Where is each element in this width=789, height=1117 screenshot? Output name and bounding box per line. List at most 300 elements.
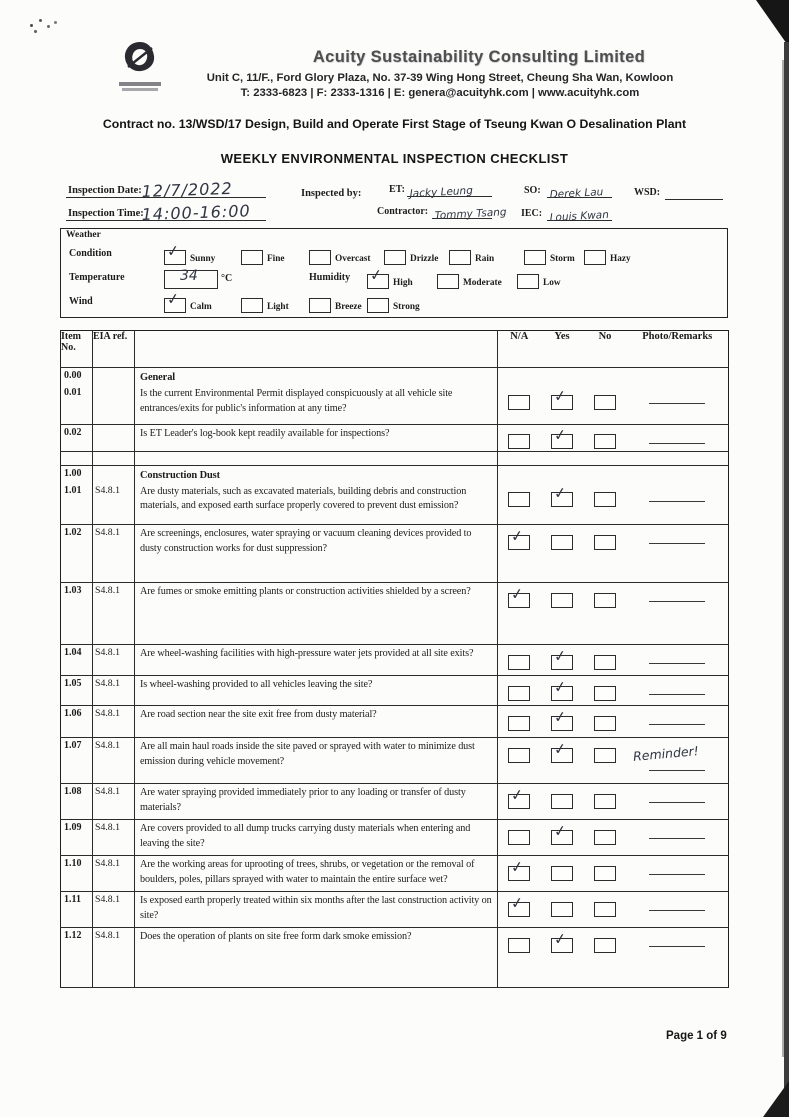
- item-no: 1.04: [61, 645, 93, 676]
- answer-cell-na: [498, 385, 541, 424]
- answer-cell-yes: [541, 451, 584, 465]
- checkbox-no[interactable]: [594, 938, 616, 953]
- checkbox[interactable]: [524, 250, 546, 265]
- question-text: Are screenings, enclosures, water spraying or vacuum cleaning devices provided to dusty construction works for dust suppression?: [135, 525, 498, 583]
- question-text: Is wheel-washing provided to all vehicles leaving the site?: [135, 676, 498, 706]
- eia-ref: S4.8.1: [93, 645, 135, 676]
- checklist-row: [61, 385, 729, 424]
- remarks-cell: [627, 645, 729, 676]
- checkbox-na[interactable]: [508, 938, 530, 953]
- item-no: [61, 451, 93, 465]
- answer-cell-no: [584, 483, 627, 525]
- question-text: Is ET Leader's log-book kept readily available for inspections?: [135, 424, 498, 451]
- answer-cell-yes: [541, 856, 584, 892]
- answer-cell-no: [584, 583, 627, 645]
- scan-artifact-corner-top-right: [756, 0, 789, 47]
- checklist-section-row: [61, 368, 729, 386]
- item-no: 1.11: [61, 892, 93, 928]
- item-no: 0.02: [61, 424, 93, 451]
- col-header-item-line2: No.: [61, 342, 76, 353]
- checklist-spacer-row: [61, 451, 729, 465]
- col-header-na-text: N/A: [510, 331, 529, 342]
- remarks-blank-line[interactable]: [649, 910, 705, 911]
- answer-cell-yes: [541, 483, 584, 525]
- answer-cell-no: [584, 465, 627, 483]
- answer-cell-yes: [541, 820, 584, 856]
- answer-cell-yes: [541, 583, 584, 645]
- answer-cell-no: [584, 424, 627, 451]
- answer-cell-na: [498, 451, 541, 465]
- remarks-blank-line[interactable]: [649, 838, 705, 839]
- answer-cell-no: [584, 706, 627, 738]
- checkbox-na[interactable]: [508, 395, 530, 410]
- weather-option-storm[interactable]: [524, 248, 575, 266]
- answer-cell-yes: [541, 706, 584, 738]
- checklist-row: [61, 483, 729, 525]
- eia-ref: S4.8.1: [93, 784, 135, 820]
- checkbox-na[interactable]: [508, 526, 530, 550]
- checklist-header-row: [61, 331, 729, 368]
- check-mark: ✓: [552, 386, 568, 406]
- weather-section: [60, 228, 728, 318]
- checkbox-no[interactable]: [594, 655, 616, 670]
- checkbox-label: Strong: [393, 302, 420, 312]
- checkbox-na[interactable]: [508, 785, 530, 809]
- remarks-cell: [627, 820, 729, 856]
- checkbox-na[interactable]: [508, 830, 530, 845]
- answer-cell-na: [498, 738, 541, 784]
- weather-option-high[interactable]: [367, 265, 413, 290]
- check-mark: ✓: [552, 739, 568, 759]
- col-header-yes: [541, 331, 584, 368]
- handwritten-date: 12/7/2022: [141, 178, 233, 201]
- item-no: 1.00: [61, 465, 93, 483]
- checkbox[interactable]: [384, 250, 406, 265]
- checkbox-label: Storm: [550, 254, 575, 264]
- weather-option-hazy[interactable]: [584, 248, 631, 266]
- remarks-blank-line[interactable]: [649, 770, 705, 771]
- wsd-field[interactable]: [665, 183, 723, 200]
- checkbox-na[interactable]: [508, 893, 530, 917]
- item-no: 1.01: [61, 483, 93, 525]
- handwritten-contractor-name: Tommy Tsang: [434, 206, 507, 222]
- answer-cell-no: [584, 856, 627, 892]
- answer-cell-no: [584, 820, 627, 856]
- weather-option-fine[interactable]: [241, 248, 285, 266]
- checklist-row: [61, 820, 729, 856]
- check-mark: ✓: [509, 893, 525, 913]
- weather-option-overcast[interactable]: [309, 248, 370, 266]
- humidity-options: [69, 265, 723, 290]
- eia-ref: S4.8.1: [93, 676, 135, 706]
- answer-cell-yes: [541, 368, 584, 386]
- checkbox[interactable]: [164, 241, 186, 265]
- checkbox-no[interactable]: [594, 434, 616, 449]
- weather-label: Weather: [66, 230, 101, 240]
- remarks-cell: [627, 892, 729, 928]
- condition-label: Condition: [69, 248, 112, 259]
- eia-ref: [93, 451, 135, 465]
- wind-label: Wind: [69, 296, 93, 307]
- answer-cell-yes: [541, 645, 584, 676]
- remarks-blank-line[interactable]: [649, 663, 705, 664]
- remarks-cell: [627, 706, 729, 738]
- remarks-blank-line[interactable]: [649, 601, 705, 602]
- checkbox-yes[interactable]: [551, 593, 573, 608]
- checkbox-na[interactable]: [508, 492, 530, 507]
- checkbox-na[interactable]: [508, 857, 530, 881]
- inspection-date-field[interactable]: [66, 178, 266, 201]
- so-field[interactable]: [547, 181, 612, 201]
- checklist-table: [60, 330, 729, 988]
- checkbox-label: Drizzle: [410, 254, 439, 264]
- checkbox-no[interactable]: [594, 902, 616, 917]
- inspected-by-label: Inspected by:: [301, 188, 362, 199]
- weather-option-strong[interactable]: [367, 296, 420, 314]
- handwritten-iec-name: Louis Kwan: [549, 208, 610, 224]
- weather-option-calm[interactable]: [164, 289, 212, 314]
- checklist-row: [61, 676, 729, 706]
- remarks-cell: [627, 483, 729, 525]
- check-mark: ✓: [552, 646, 568, 666]
- remarks-cell: [627, 856, 729, 892]
- remarks-cell: [627, 583, 729, 645]
- answer-cell-na: [498, 928, 541, 988]
- checkbox-yes[interactable]: [551, 386, 573, 410]
- checkbox-yes[interactable]: [551, 821, 573, 845]
- answer-cell-na: [498, 424, 541, 451]
- checklist-row: [61, 738, 729, 784]
- handwritten-temperature: 34: [180, 268, 198, 284]
- remarks-blank-line[interactable]: [649, 443, 705, 444]
- weather-option-rain[interactable]: [449, 248, 494, 266]
- question-text: Is exposed earth properly treated within six months after the last construction activity on site?: [135, 892, 498, 928]
- check-mark: ✓: [509, 785, 525, 805]
- check-mark: ✓: [552, 425, 568, 446]
- check-mark: ✓: [368, 265, 384, 285]
- checkbox-no[interactable]: [594, 395, 616, 410]
- remarks-cell: [627, 784, 729, 820]
- checkbox-no[interactable]: [594, 535, 616, 550]
- remarks-cell: [627, 676, 729, 706]
- pen-scribble-marks: [30, 24, 33, 27]
- checkbox-na[interactable]: [508, 748, 530, 763]
- remarks-blank-line[interactable]: [649, 874, 705, 875]
- checkbox-no[interactable]: [594, 830, 616, 845]
- answer-cell-yes: [541, 525, 584, 583]
- answer-cell-no: [584, 385, 627, 424]
- eia-ref: S4.8.1: [93, 820, 135, 856]
- inspection-info-section: [0, 178, 789, 228]
- answer-cell-yes: [541, 784, 584, 820]
- question-text: Are covers provided to all dump trucks carrying dusty materials when entering and leaving the site?: [135, 820, 498, 856]
- checkbox[interactable]: [309, 298, 331, 313]
- answer-cell-no: [584, 368, 627, 386]
- answer-cell-na: [498, 784, 541, 820]
- checkbox-no[interactable]: [594, 686, 616, 701]
- checkbox-label: Hazy: [610, 254, 631, 264]
- eia-ref: S4.8.1: [93, 738, 135, 784]
- page-number: Page 1 of 9: [666, 1030, 727, 1042]
- checkbox[interactable]: [449, 250, 471, 265]
- col-header-no: [584, 331, 627, 368]
- eia-ref: S4.8.1: [93, 583, 135, 645]
- inspection-time-field[interactable]: [66, 201, 266, 224]
- document-title: WEEKLY ENVIRONMENTAL INSPECTION CHECKLIST: [220, 151, 569, 166]
- checkbox-label: Sunny: [190, 254, 216, 264]
- checkbox[interactable]: [241, 250, 263, 265]
- checkbox[interactable]: [584, 250, 606, 265]
- remarks-blank-line[interactable]: [649, 724, 705, 725]
- answer-cell-yes: [541, 892, 584, 928]
- answer-cell-na: [498, 525, 541, 583]
- checkbox-na[interactable]: [508, 655, 530, 670]
- checkbox-no[interactable]: [594, 866, 616, 881]
- check-mark: ✓: [552, 677, 568, 697]
- answer-cell-na: [498, 645, 541, 676]
- checklist-row: [61, 706, 729, 738]
- weather-option-breeze[interactable]: [309, 296, 362, 314]
- company-name: Acuity Sustainability Consulting Limited: [312, 48, 646, 66]
- question-text: [135, 451, 498, 465]
- weather-wind-row: [69, 289, 723, 314]
- checkbox-label: Moderate: [463, 278, 502, 288]
- item-no: 1.03: [61, 583, 93, 645]
- checkbox-label: Breeze: [335, 302, 362, 312]
- iec-label: IEC:: [521, 208, 543, 219]
- checkbox-no[interactable]: [594, 794, 616, 809]
- answer-cell-yes: [541, 676, 584, 706]
- check-mark: ✓: [552, 707, 568, 727]
- item-no: 0.01: [61, 385, 93, 424]
- inspection-time-label: Inspection Time:: [68, 208, 144, 219]
- checkbox-yes[interactable]: [551, 677, 573, 701]
- weather-option-light[interactable]: [241, 296, 289, 314]
- temperature-label: Temperature: [69, 272, 125, 283]
- checkbox-na[interactable]: [508, 686, 530, 701]
- weather-option-sunny[interactable]: [164, 241, 216, 266]
- contractor-label: Contractor:: [377, 206, 429, 217]
- condition-options: [69, 241, 723, 266]
- checkbox-yes[interactable]: [551, 646, 573, 670]
- remarks-blank-line[interactable]: [649, 501, 705, 502]
- checkbox-label: Rain: [475, 254, 495, 264]
- remarks-cell: [627, 465, 729, 483]
- remarks-blank-line[interactable]: [649, 694, 705, 695]
- check-mark: ✓: [165, 289, 181, 309]
- inspection-date-label: Inspection Date:: [68, 185, 142, 196]
- checklist-row: [61, 583, 729, 645]
- item-no: 0.00: [61, 368, 93, 386]
- handwritten-so-name: Derek Lau: [549, 186, 604, 201]
- checkbox-label: Light: [267, 302, 289, 312]
- remarks-cell: [627, 385, 729, 424]
- checkbox-yes[interactable]: [551, 425, 573, 449]
- checkbox-no[interactable]: [594, 492, 616, 507]
- item-no: 1.10: [61, 856, 93, 892]
- checkbox-no[interactable]: [594, 716, 616, 731]
- wind-options: [69, 289, 723, 314]
- item-no: 1.09: [61, 820, 93, 856]
- checklist-row: [61, 928, 729, 988]
- col-header-no-text: No: [598, 331, 612, 342]
- checklist-row: [61, 525, 729, 583]
- remarks-cell: [627, 368, 729, 386]
- checklist-row: [61, 424, 729, 451]
- col-header-eia: [93, 331, 135, 368]
- eia-ref: S4.8.1: [93, 525, 135, 583]
- checkbox-no[interactable]: [594, 748, 616, 763]
- checkbox[interactable]: [437, 274, 459, 289]
- remarks-cell: [627, 424, 729, 451]
- checklist-row: [61, 645, 729, 676]
- checkbox-yes[interactable]: [551, 902, 573, 917]
- remarks-blank-line[interactable]: [649, 802, 705, 803]
- et-label: ET:: [389, 184, 405, 195]
- checkbox[interactable]: [367, 265, 389, 289]
- check-mark: ✓: [552, 929, 568, 949]
- item-no: 1.08: [61, 784, 93, 820]
- handwritten-remark: Reminder!: [631, 743, 699, 764]
- remarks-blank-line[interactable]: [649, 946, 705, 947]
- checkbox-yes[interactable]: [551, 794, 573, 809]
- answer-cell-na: [498, 583, 541, 645]
- answer-cell-na: [498, 483, 541, 525]
- eia-ref: S4.8.1: [93, 706, 135, 738]
- handwritten-et-name: Jacky Leung: [409, 184, 474, 200]
- answer-cell-na: [498, 465, 541, 483]
- checkbox-na[interactable]: [508, 584, 530, 608]
- answer-cell-na: [498, 706, 541, 738]
- answer-cell-no: [584, 784, 627, 820]
- col-header-photo-remarks: [627, 331, 729, 368]
- answer-cell-yes: [541, 385, 584, 424]
- checkbox-label: Overcast: [335, 254, 371, 264]
- checkbox-yes[interactable]: [551, 929, 573, 953]
- remarks-blank-line[interactable]: [649, 403, 705, 404]
- checkbox-no[interactable]: [594, 593, 616, 608]
- question-text: Are road section near the site exit free from dusty material?: [135, 706, 498, 738]
- answer-cell-na: [498, 892, 541, 928]
- item-no: 1.12: [61, 928, 93, 988]
- contractor-field[interactable]: [432, 202, 507, 222]
- question-text: Is the current Environmental Permit displayed conspicuously at all vehicle site entrances/exits for public's information at any time?: [135, 385, 498, 424]
- col-header-photo-remarks-text: Photo/Remarks: [642, 331, 713, 342]
- remarks-cell: [627, 525, 729, 583]
- answer-cell-no: [584, 928, 627, 988]
- weather-option-drizzle[interactable]: [384, 248, 438, 266]
- answer-cell-na: [498, 676, 541, 706]
- checkbox[interactable]: [241, 298, 263, 313]
- answer-cell-yes: [541, 738, 584, 784]
- contract-title: Contract no. 13/WSD/17 Design, Build and Operate First Stage of Tseung Kwan O Desalination Plant: [102, 117, 687, 131]
- iec-field[interactable]: [547, 204, 612, 224]
- eia-ref: [93, 385, 135, 424]
- eia-ref: S4.8.1: [93, 892, 135, 928]
- question-text: Are water spraying provided immediately prior to any loading or transfer of dusty materials?: [135, 784, 498, 820]
- temperature-unit: °C: [221, 273, 233, 284]
- section-title: Construction Dust: [135, 465, 498, 483]
- question-text: Are wheel-washing facilities with high-pressure water jets provided at all site exits?: [135, 645, 498, 676]
- company-address: Unit C, 11/F., Ford Glory Plaza, No. 37-39 Wing Hong Street, Cheung Sha Wan, Kowloon: [206, 72, 674, 84]
- checkbox-yes[interactable]: [551, 866, 573, 881]
- col-header-item-line1: Item: [61, 331, 81, 342]
- answer-cell-no: [584, 676, 627, 706]
- answer-cell-na: [498, 368, 541, 386]
- col-header-yes-text: Yes: [554, 331, 570, 342]
- checkbox[interactable]: [367, 298, 389, 313]
- checkbox[interactable]: [517, 274, 539, 289]
- checkbox-label: Low: [543, 278, 561, 288]
- weather-temperature-row: [69, 265, 723, 290]
- weather-option-moderate[interactable]: [437, 272, 502, 290]
- remarks-cell: [627, 738, 729, 784]
- handwritten-time: 14:00-16:00: [141, 201, 251, 224]
- weather-condition-row: [69, 241, 723, 266]
- answer-cell-yes: [541, 928, 584, 988]
- check-mark: ✓: [165, 241, 181, 261]
- question-text: Are the working areas for uprooting of trees, shrubs, or vegetation or the removal of boulders, poles, pillars sprayed with water to maintain the entire surface wet?: [135, 856, 498, 892]
- checkbox-na[interactable]: [508, 434, 530, 449]
- eia-ref: [93, 368, 135, 386]
- checkbox-label: High: [393, 278, 413, 288]
- answer-cell-no: [584, 738, 627, 784]
- eia-ref: S4.8.1: [93, 856, 135, 892]
- check-mark: ✓: [509, 526, 525, 546]
- checklist-row: [61, 856, 729, 892]
- checkbox-label: Calm: [190, 302, 212, 312]
- checkbox-yes[interactable]: [551, 535, 573, 550]
- answer-cell-no: [584, 892, 627, 928]
- col-header-na: [498, 331, 541, 368]
- checkbox[interactable]: [164, 289, 186, 313]
- item-no: 1.06: [61, 706, 93, 738]
- col-header-item: [61, 331, 93, 368]
- check-mark: ✓: [552, 821, 568, 841]
- item-no: 1.07: [61, 738, 93, 784]
- et-field[interactable]: [407, 180, 492, 200]
- wsd-label: WSD:: [634, 187, 661, 198]
- checkbox-na[interactable]: [508, 716, 530, 731]
- section-title: General: [135, 368, 498, 386]
- answer-cell-no: [584, 645, 627, 676]
- answer-cell-no: [584, 525, 627, 583]
- eia-ref: [93, 465, 135, 483]
- checkbox-yes[interactable]: [551, 483, 573, 507]
- answer-cell-na: [498, 856, 541, 892]
- weather-option-low[interactable]: [517, 272, 561, 290]
- remarks-cell: [627, 928, 729, 988]
- question-text: Are dusty materials, such as excavated materials, building debris and construction materials, and exposed earth surface properly covered to prevent dust emission?: [135, 483, 498, 525]
- question-text: Does the operation of plants on site free form dark smoke emission?: [135, 928, 498, 988]
- col-header-eia-text: EIA ref.: [93, 331, 128, 342]
- letterhead: [150, 48, 730, 99]
- checklist-row: [61, 892, 729, 928]
- check-mark: ✓: [509, 584, 525, 604]
- question-text: Are all main haul roads inside the site paved or sprayed with water to minimize dust emission during vehicle movement?: [135, 738, 498, 784]
- answer-cell-no: [584, 451, 627, 465]
- checkbox[interactable]: [309, 250, 331, 265]
- question-text: Are fumes or smoke emitting plants or construction activities shielded by a screen?: [135, 583, 498, 645]
- eia-ref: [93, 424, 135, 451]
- checkbox-yes[interactable]: [551, 739, 573, 763]
- eia-ref: S4.8.1: [93, 483, 135, 525]
- answer-cell-yes: [541, 465, 584, 483]
- checkbox-yes[interactable]: [551, 707, 573, 731]
- col-header-description: [135, 331, 498, 368]
- remarks-blank-line[interactable]: [649, 543, 705, 544]
- eia-ref: S4.8.1: [93, 928, 135, 988]
